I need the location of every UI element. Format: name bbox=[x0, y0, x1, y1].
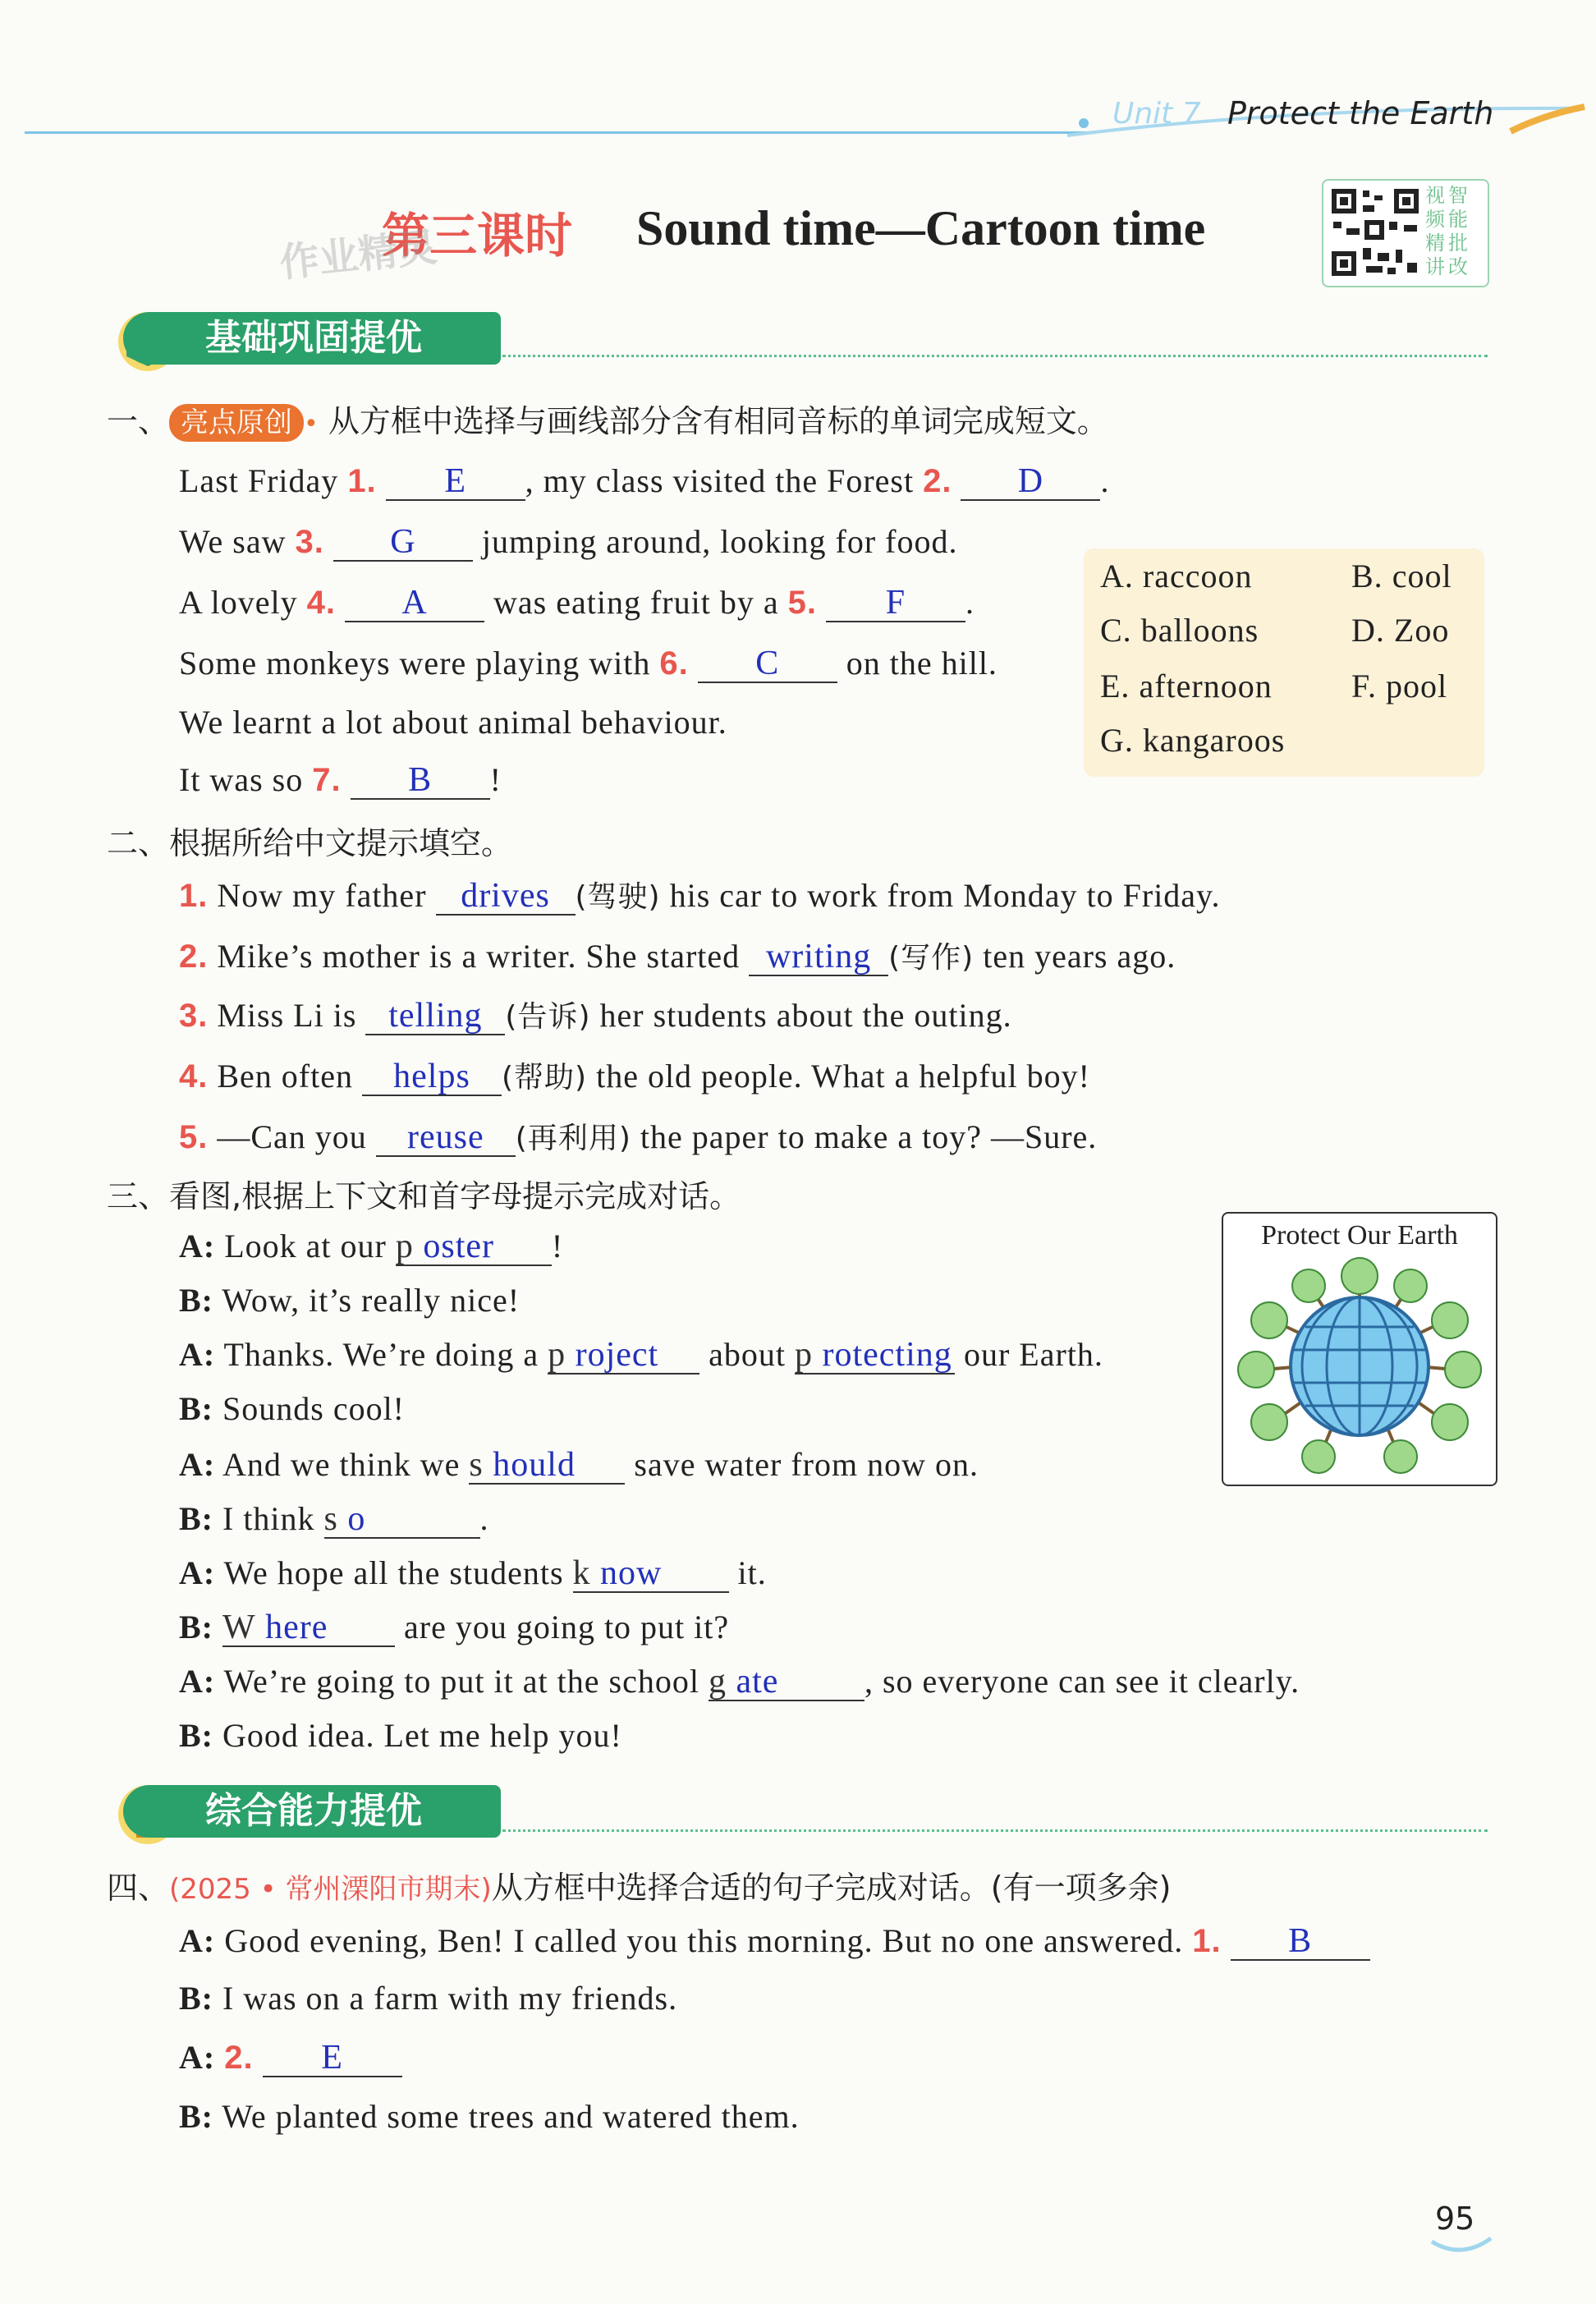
q4-line-3: A: 2. E bbox=[179, 2038, 402, 2077]
page-number: 95 bbox=[1435, 2201, 1475, 2237]
q3-line-5: A: And we think we s hould save water from now on. bbox=[179, 1446, 979, 1484]
answer-blank[interactable]: p roject bbox=[548, 1337, 699, 1375]
q4-line-4: B: We planted some trees and watered them. bbox=[179, 2098, 800, 2135]
q2-item-4: 4. Ben often helps (帮助) the old people. What a helpful boy! bbox=[179, 1058, 1090, 1095]
q1-heading: 一、 亮点原创 • 从方框中选择与画线部分含有相同音标的单词完成短文。 bbox=[107, 396, 1108, 442]
qr-caption: 视智 bbox=[1425, 184, 1471, 207]
answer-blank[interactable]: C bbox=[698, 645, 837, 683]
answer-blank[interactable]: helps bbox=[362, 1058, 502, 1096]
q3-heading: 三、看图,根据上下文和首字母提示完成对话。 bbox=[107, 1178, 741, 1214]
q1-line-2: We saw 3. G jumping around, looking for food. bbox=[179, 523, 958, 561]
answer-blank[interactable]: B bbox=[1231, 1923, 1370, 1961]
answer-blank[interactable]: G bbox=[333, 524, 473, 562]
q4-line-2: B: I was on a farm with my friends. bbox=[179, 1980, 678, 2017]
page-swoosh bbox=[1429, 2235, 1494, 2260]
q1-line-5: We learnt a lot about animal behaviour. bbox=[179, 704, 727, 741]
q1-line-4: Some monkeys were playing with 6. C on the hill. bbox=[179, 645, 998, 682]
q2-item-5: 5. —Can you reuse (再利用) the paper to make a toy? —Sure. bbox=[179, 1118, 1098, 1156]
section-divider bbox=[502, 355, 1488, 357]
answer-blank[interactable]: p rotecting bbox=[795, 1337, 955, 1375]
q1-line-3: A lovely 4. A was eating fruit by a 5. F . bbox=[179, 584, 975, 622]
q2-instruction: 根据所给中文提示填空。 bbox=[169, 825, 513, 861]
unit-label: Unit 7 bbox=[1112, 97, 1201, 131]
option-c: balloons bbox=[1140, 612, 1259, 649]
answer-blank[interactable]: D bbox=[961, 463, 1100, 501]
q3-line-2: B: Wow, it’s really nice! bbox=[179, 1282, 521, 1319]
answer-blank[interactable]: E bbox=[386, 463, 525, 501]
qr-code-icon bbox=[1330, 187, 1420, 278]
poster-title: Protect Our Earth bbox=[1261, 1220, 1458, 1251]
q4-heading: 四、(2025 • 常州溧阳市期末)从方框中选择合适的句子完成对话。(有一项多余) bbox=[107, 1870, 1172, 1906]
lesson-cn: 第三课时 bbox=[382, 208, 573, 264]
option-f: pool bbox=[1386, 668, 1448, 705]
q2-item-3: 3. Miss Li is telling (告诉) her students about the outing. bbox=[179, 997, 1012, 1035]
word-options-box: A. raccoon B. cool C. balloons D. Zoo E. afternoon F. pool G. kangaroos bbox=[1084, 548, 1484, 777]
answer-blank[interactable]: F bbox=[826, 585, 965, 622]
answer-blank[interactable]: writing bbox=[749, 939, 888, 976]
watermark: 作业精灵 bbox=[277, 224, 439, 287]
option-g: kangaroos bbox=[1142, 722, 1286, 759]
answer-blank[interactable]: A bbox=[345, 585, 484, 622]
answer-blank[interactable]: telling bbox=[365, 998, 505, 1035]
answer-blank[interactable]: g ate bbox=[709, 1664, 864, 1701]
answer-blank[interactable]: reuse bbox=[376, 1119, 516, 1157]
header-rule bbox=[25, 131, 1092, 134]
q2-heading: 二、根据所给中文提示填空。 bbox=[107, 825, 513, 861]
option-d: Zoo bbox=[1393, 612, 1450, 649]
answer-blank[interactable]: s hould bbox=[469, 1447, 625, 1485]
qr-block[interactable]: 视智 频能 精批 讲改 bbox=[1322, 179, 1489, 287]
q3-line-4: B: Sounds cool! bbox=[179, 1390, 405, 1427]
q1-line-6: It was so 7. B ! bbox=[179, 761, 502, 799]
lesson-en: Sound time—Cartoon time bbox=[636, 201, 1206, 255]
answer-blank[interactable]: E bbox=[263, 2040, 402, 2077]
q3-line-7: A: We hope all the students k now it. bbox=[179, 1554, 767, 1592]
option-a: raccoon bbox=[1142, 558, 1253, 594]
option-e: afternoon bbox=[1139, 668, 1273, 705]
answer-blank[interactable]: k now bbox=[573, 1555, 729, 1593]
section-basic-banner: 基础巩固提优 bbox=[123, 312, 501, 365]
q2-item-1: 1. Now my father drives (驾驶) his car to work from Monday to Friday. bbox=[179, 877, 1221, 915]
q4-instruction: 从方框中选择合适的句子完成对话。(有一项多余) bbox=[491, 1870, 1172, 1906]
q2-item-2: 2. Mike’s mother is a writer. She started writing (写作) ten years ago. bbox=[179, 938, 1176, 975]
q3-instruction: 看图,根据上下文和首字母提示完成对话。 bbox=[169, 1178, 741, 1214]
answer-blank[interactable]: p oster bbox=[396, 1228, 552, 1266]
q3-line-1: A: Look at our p oster ! bbox=[179, 1228, 564, 1265]
q3-line-8: B: W here are you going to put it? bbox=[179, 1609, 730, 1646]
section-divider bbox=[502, 1829, 1488, 1832]
original-tag: 亮点原创 bbox=[169, 404, 304, 442]
answer-blank[interactable]: s o bbox=[324, 1501, 480, 1539]
q3-line-6: B: I think s o . bbox=[179, 1500, 489, 1538]
option-b: cool bbox=[1392, 558, 1452, 594]
q4-line-1: A: Good evening, Ben! I called you this morning. But no one answered. 1. B bbox=[179, 1921, 1370, 1961]
section-comprehensive-banner: 综合能力提优 bbox=[123, 1785, 501, 1838]
q1-instruction: 从方框中选择与画线部分含有相同音标的单词完成短文。 bbox=[328, 403, 1108, 439]
q3-line-3: A: Thanks. We’re doing a p roject about p rotecting our Earth. bbox=[179, 1336, 1103, 1374]
answer-blank[interactable]: drives bbox=[436, 878, 576, 916]
earth-with-trees-icon bbox=[1231, 1255, 1488, 1478]
answer-blank[interactable]: B bbox=[351, 762, 490, 800]
q4-source: (2025 • 常州溧阳市期末) bbox=[169, 1873, 492, 1906]
poster-illustration bbox=[1222, 1212, 1497, 1486]
unit-title: Protect the Earth bbox=[1227, 95, 1494, 131]
answer-blank[interactable]: W here bbox=[222, 1609, 395, 1647]
q3-line-9: A: We’re going to put it at the school g ate , so everyone can see it clearly. bbox=[179, 1663, 1300, 1700]
q3-line-10: B: Good idea. Let me help you! bbox=[179, 1717, 622, 1754]
q1-line-1: Last Friday 1. E , my class visited the Forest 2. D . bbox=[179, 462, 1110, 500]
